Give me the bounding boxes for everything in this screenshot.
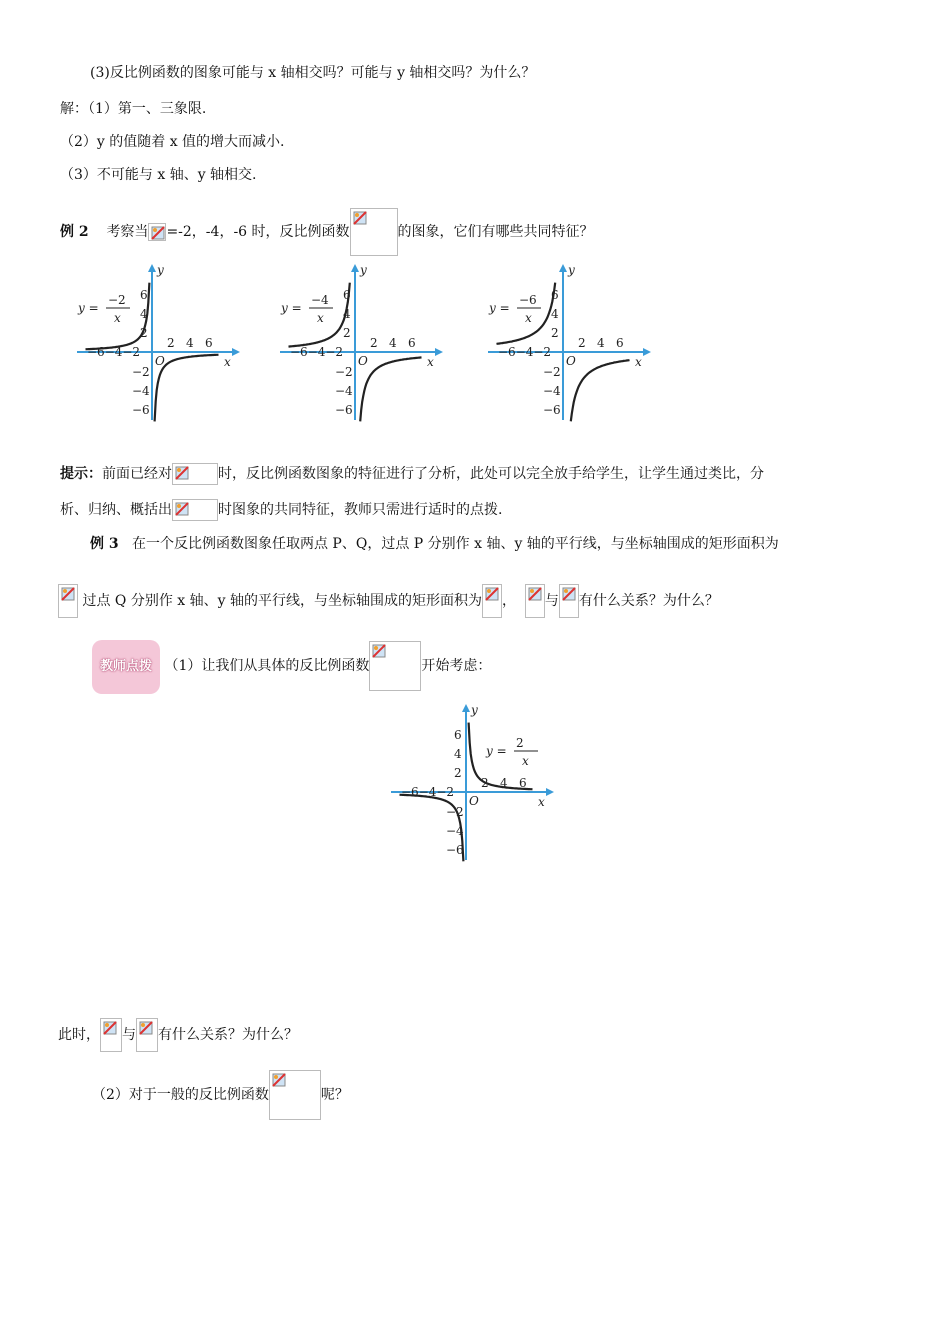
hint-line-1: [60, 461, 764, 487]
teacher-badge: 教师点拨: [92, 640, 160, 694]
x-tick-label: 2: [578, 336, 586, 350]
equation-numerator: −2: [108, 293, 126, 307]
x-tick-label: 6: [519, 776, 527, 790]
y-tick-label-negative: −6: [132, 403, 150, 417]
general-text-a: （2）对于一般的反比例函数: [92, 1087, 269, 1103]
x-axis-arrow: [643, 348, 651, 356]
equation-lhs: y =: [78, 301, 99, 315]
y-tick-label-negative: −2: [543, 365, 561, 379]
hyperbola-graph-2: [275, 260, 445, 425]
solution-label: 解：: [60, 101, 88, 117]
y-axis-arrow: [462, 704, 470, 712]
broken-image-icon: [269, 1070, 321, 1120]
equation-lhs: y =: [281, 301, 302, 315]
y-tick-label: 2: [454, 766, 462, 780]
teacher-text-b: 开始考虑：: [421, 658, 492, 674]
y-axis-label: y: [471, 703, 478, 717]
y-tick-label: 6: [454, 728, 462, 742]
y-tick-label: 6: [343, 288, 351, 302]
broken-image-icon: [369, 641, 421, 691]
x-tick-label: 6: [205, 336, 213, 350]
y-tick-label: 4: [551, 307, 559, 321]
example-3-label: 例 3: [90, 536, 119, 552]
now-text-c: 有什么关系？为什么？: [158, 1027, 298, 1043]
x-axis-label: x: [427, 355, 434, 369]
teacher-text-a: （1）让我们从具体的反比例函数: [164, 658, 370, 674]
x-tick-label: 4: [500, 776, 508, 790]
y-tick-label: 6: [140, 288, 148, 302]
general-line: [92, 1070, 349, 1120]
example-3-text-e: 有什么关系？为什么？: [578, 593, 719, 609]
x-tick-label: 2: [481, 776, 489, 790]
y-tick-label: 4: [140, 307, 148, 321]
equation-denominator: x: [114, 311, 121, 325]
broken-image-icon: [172, 463, 218, 485]
general-text-b: 呢？: [320, 1087, 349, 1103]
x-tick-label-negative: −6−4−2: [87, 345, 141, 359]
broken-image-icon: [482, 584, 502, 618]
y-tick-label: 4: [454, 747, 462, 761]
y-tick-label-negative: −6: [446, 843, 464, 857]
hint-line-2: [60, 497, 502, 523]
broken-image-icon: [136, 1018, 158, 1052]
hint-text-c: 析、归纳、概括出: [60, 502, 172, 518]
broken-image-icon: [100, 1018, 122, 1052]
y-tick-label-negative: −4: [132, 384, 150, 398]
hint-text-d: 时图象的共同特征，教师只需进行适时的点拨.: [218, 502, 503, 518]
y-axis-label: y: [360, 263, 367, 277]
x-axis-label: x: [538, 795, 545, 809]
broken-image-icon: [525, 584, 545, 618]
solution-label-line: [60, 99, 206, 119]
equation-numerator: −4: [311, 293, 329, 307]
now-text-a: 此时，: [58, 1027, 100, 1043]
x-tick-label: 4: [389, 336, 397, 350]
equation-lhs: y =: [489, 301, 510, 315]
example-3-line-2: [58, 584, 719, 618]
now-text-b: 与: [122, 1027, 136, 1043]
broken-image-icon: [58, 584, 78, 618]
equation-denominator: x: [525, 311, 532, 325]
y-tick-label: 4: [343, 307, 351, 321]
example-3-line-1: [90, 534, 779, 554]
example-3-text-b: 过点 Q 分别作 x 轴、y 轴的平行线，与坐标轴围成的矩形面积为: [82, 593, 482, 609]
hint-label: 提示：: [60, 466, 102, 482]
example-3-text-c: ，: [502, 593, 516, 609]
hint-text-b: 时，反比例函数图象的特征进行了分析，此处可以完全放手给学生，让学生通过类比，分: [218, 466, 764, 482]
hint-text-a: 前面已经对: [102, 466, 172, 482]
x-tick-label: 6: [616, 336, 624, 350]
x-axis-arrow: [435, 348, 443, 356]
origin-label: O: [566, 354, 576, 368]
x-tick-label: 2: [370, 336, 378, 350]
broken-image-icon: [559, 584, 579, 618]
y-tick-label: 6: [551, 288, 559, 302]
example-2-line: [60, 208, 594, 256]
example-3-text-d: 与: [544, 593, 559, 609]
x-axis-arrow: [232, 348, 240, 356]
y-tick-label-negative: −4: [543, 384, 561, 398]
y-tick-label: 2: [140, 326, 148, 340]
hyperbola-branch-right: [571, 360, 630, 421]
example-2-label: 例 2: [60, 224, 89, 240]
y-axis-label: y: [568, 263, 575, 277]
y-tick-label-negative: −6: [543, 403, 561, 417]
hyperbola-graph-3: [483, 260, 653, 425]
broken-image-icon: [148, 223, 166, 241]
broken-image-icon: [172, 499, 218, 521]
example-2-text-b: =-2，-4，-6 时，反比例函数: [166, 224, 350, 240]
y-tick-label-negative: −2: [446, 805, 464, 819]
solution-part-3: （3）不可能与 x 轴、y 轴相交.: [60, 167, 257, 183]
equation-denominator: x: [317, 311, 324, 325]
y-axis-arrow: [148, 264, 156, 272]
hyperbola-graph-positive: [386, 700, 556, 865]
example-3-text-a: 在一个反比例函数图象任取两点 P、Q，过点 P 分别作 x 轴、y 轴的平行线，与坐标轴围成的矩形面积为: [131, 536, 779, 552]
y-axis-arrow: [559, 264, 567, 272]
y-tick-label-negative: −6: [335, 403, 353, 417]
x-tick-label: 4: [186, 336, 194, 350]
x-axis-arrow: [546, 788, 554, 796]
x-tick-label-negative: −6−4−2: [498, 345, 552, 359]
solution-part-1: （1）第一、三象限.: [88, 101, 207, 117]
example-2-text-a: 考察当: [106, 224, 149, 240]
origin-label: O: [358, 354, 368, 368]
example-2-text-c: 的图象，它们有哪些共同特征？: [397, 224, 594, 240]
y-axis-arrow: [351, 264, 359, 272]
y-tick-label-negative: −2: [335, 365, 353, 379]
y-tick-label-negative: −4: [446, 824, 464, 838]
x-tick-label: 6: [408, 336, 416, 350]
broken-image-icon: [350, 208, 398, 256]
origin-label: O: [469, 794, 479, 808]
origin-label: O: [155, 354, 165, 368]
hyperbola-branch-right: [360, 357, 421, 421]
question-3: (3)反比例函数的图象可能与 x 轴相交吗？可能与 y 轴相交吗？为什么？: [90, 65, 536, 81]
y-tick-label: 2: [551, 326, 559, 340]
x-tick-label: 2: [167, 336, 175, 350]
x-tick-label-negative: −6−4−2: [401, 785, 455, 799]
hyperbola-graph-1: [72, 260, 242, 425]
x-axis-label: x: [635, 355, 642, 369]
y-tick-label: 2: [343, 326, 351, 340]
teacher-guidance-line: [92, 640, 491, 694]
y-axis-label: y: [157, 263, 164, 277]
equation-numerator: 2: [516, 736, 524, 750]
equation-numerator: −6: [519, 293, 537, 307]
y-tick-label-negative: −2: [132, 365, 150, 379]
equation-lhs: y =: [486, 744, 507, 758]
equation-denominator: x: [522, 754, 529, 768]
y-tick-label-negative: −4: [335, 384, 353, 398]
x-axis-label: x: [224, 355, 231, 369]
x-tick-label-negative: −6−4−2: [290, 345, 344, 359]
now-line: [58, 1018, 298, 1052]
x-tick-label: 4: [597, 336, 605, 350]
solution-part-2: （2）y 的值随着 x 值的增大而减小.: [60, 134, 285, 150]
